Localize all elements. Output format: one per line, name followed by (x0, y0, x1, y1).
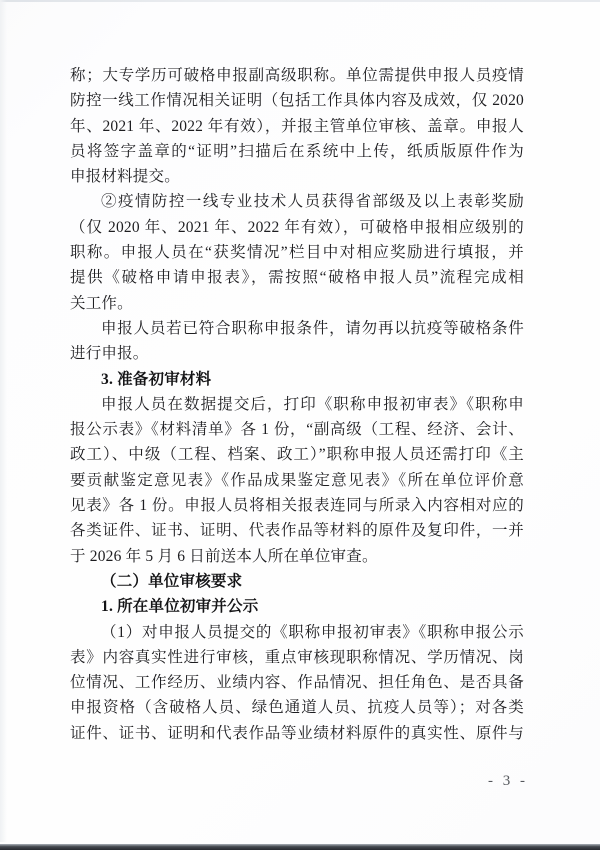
text-line: 于 2026 年 5 月 6 日前送本人所在单位审查。 (70, 547, 378, 565)
text-line: （二）单位审核要求 (101, 572, 243, 590)
text-line: 关工作。 (70, 294, 133, 312)
text-line: 职称。申报人员在“获奖情况”栏目中对相应奖励进行填报，并 (70, 244, 524, 262)
scan-edge-bottom (0, 844, 600, 850)
text-line: 证件、证书、证明和代表作品等业绩材料原件的真实性、原件与 (70, 724, 524, 742)
text-line: 政工）、中级（工程、档案、政工）”职称申报人员还需打印《主 (70, 446, 524, 464)
text-line: 称；大专学历可破格申报副高级职称。单位需提供申报人员疫情 (70, 67, 524, 84)
text-line: 申报人员在数据提交后，打印《职称申报初审表》《职称申 (101, 395, 524, 413)
text-line: 位情况、工作经历、业绩内容、作品情况、担任角色、是否具备 (70, 674, 524, 692)
text-line: 员将签字盖章的“证明”扫描后在系统中上传，纸质版原件作为 (70, 142, 524, 160)
text-line: 各类证件、证书、证明、代表作品等材料的原件及复印件，一并 (70, 522, 524, 540)
text-line: 申报材料提交。 (70, 168, 180, 186)
text-line: 3. 准备初审材料 (101, 370, 212, 388)
text-line: 见表》各 1 份。申报人员将相关报表连同与所录入内容相对应的 (70, 497, 524, 515)
text-line: 年、2021 年、2022 年有效），并报主管单位审核、盖章。申报人 (70, 117, 524, 135)
text-line: ②疫情防控一线专业技术人员获得省部级及以上表彰奖励 (101, 193, 524, 211)
text-line: 报公示表》《材料清单》各 1 份，“副高级（工程、经济、会计、 (70, 421, 524, 439)
scan-edge-top (0, 0, 600, 2)
text-line: 1. 所在单位初审并公示 (101, 598, 259, 616)
text-line: 要贡献鉴定意见表》《作品成果鉴定意见表》《所在单位评价意 (70, 471, 524, 489)
text-line: 申报资格（含破格人员、绿色通道人员、抗疫人员等）；对各类 (70, 699, 524, 717)
text-line: 提供《破格申请申报表》，需按照“破格申报人员”流程完成相 (70, 269, 524, 287)
scan-edge-left (0, 0, 7, 842)
document-text-block (70, 63, 524, 746)
text-line: 表》内容真实性进行审核，重点审核现职称情况、学历情况、岗 (70, 648, 524, 666)
text-line: 申报人员若已符合职称申报条件，请勿再以抗疫等破格条件 (101, 319, 524, 337)
text-line: 进行申报。 (70, 345, 149, 363)
text-line: （1）对申报人员提交的《职称申报初审表》《职称申报公示 (101, 623, 524, 641)
text-line: 防控一线工作情况相关证明（包括工作具体内容及成效，仅 2020 (70, 92, 524, 110)
page-number: - 3 - (488, 773, 528, 789)
text-line: （仅 2020 年、2021 年、2022 年有效），可破格申报相应级别的 (70, 218, 524, 236)
